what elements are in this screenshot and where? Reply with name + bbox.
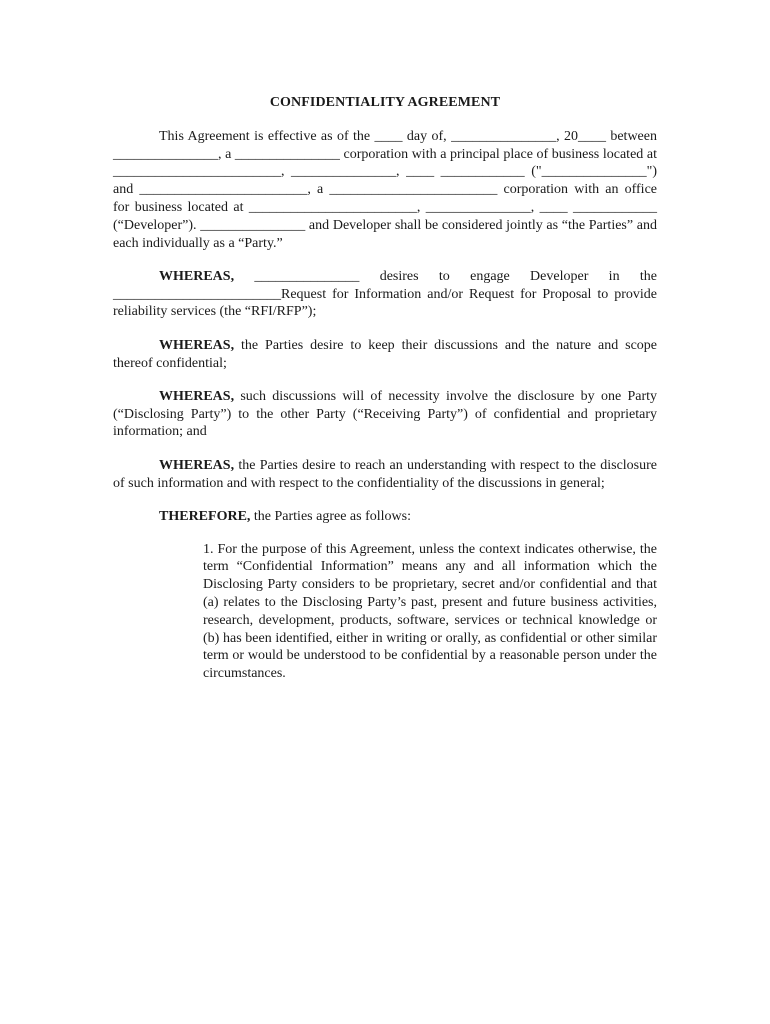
whereas-text: _______________ desires to engage Developer in the ________________________Request for Information and/or Request for Proposal to provide reliability services (the “RFI/RFP”);	[113, 268, 657, 320]
therefore-text: the Parties agree as follows:	[250, 508, 411, 524]
whereas-label: WHEREAS,	[159, 457, 235, 473]
whereas-label: WHEREAS,	[159, 337, 235, 353]
document-title: CONFIDENTIALITY AGREEMENT	[269, 95, 501, 110]
whereas-text: the Parties desire to reach an understanding with respect to the disclosure of such information and with respect to the confidentiality of the discussions in general;	[113, 457, 657, 491]
whereas-label: WHEREAS,	[159, 268, 235, 284]
therefore-label: THEREFORE,	[159, 508, 251, 524]
whereas-paragraph-1	[113, 268, 657, 321]
whereas-text: such discussions will of necessity involve the disclosure by one Party (“Disclosing Party”) to the other Party (“Receiving Party”) of confidential and proprietary information; and	[113, 388, 657, 440]
clause-1: 1. For the purpose of this Agreement, unless the context indicates otherwise, the term “Confidential Information” means any and all information which the Disclosing Party considers to be proprietary, secret and/or confidential and that (a) relates to the Disclosing Party’s past, present and future business activities, research, development, products, software, services or technical knowledge or (b) has been identified, either in writing or orally, as confidential or other similar term or would be understood to be confidential by a reasonable person under the circumstances.	[203, 541, 657, 682]
whereas-paragraph-4	[113, 457, 657, 493]
document-body	[113, 94, 657, 697]
whereas-label: WHEREAS,	[159, 388, 235, 404]
whereas-paragraph-3	[113, 388, 657, 441]
whereas-paragraph-2	[113, 337, 657, 373]
intro-paragraph: This Agreement is effective as of the ____ day of, _______________, 20____ between _______________, a _______________ corporation with a principal place of business located at ________________________, _______________, ____ ____________ ("_______________") and ________________________, a ________________________ corporation with an office for business located at ________________________, _______________, ____ ____________ (“Developer”). _______________ and Developer shall be considered jointly as “the Parties” and each individually as a “Party.”	[113, 128, 657, 251]
whereas-text: the Parties desire to keep their discussions and the nature and scope thereof confidential;	[113, 337, 657, 371]
therefore-paragraph	[113, 508, 657, 526]
